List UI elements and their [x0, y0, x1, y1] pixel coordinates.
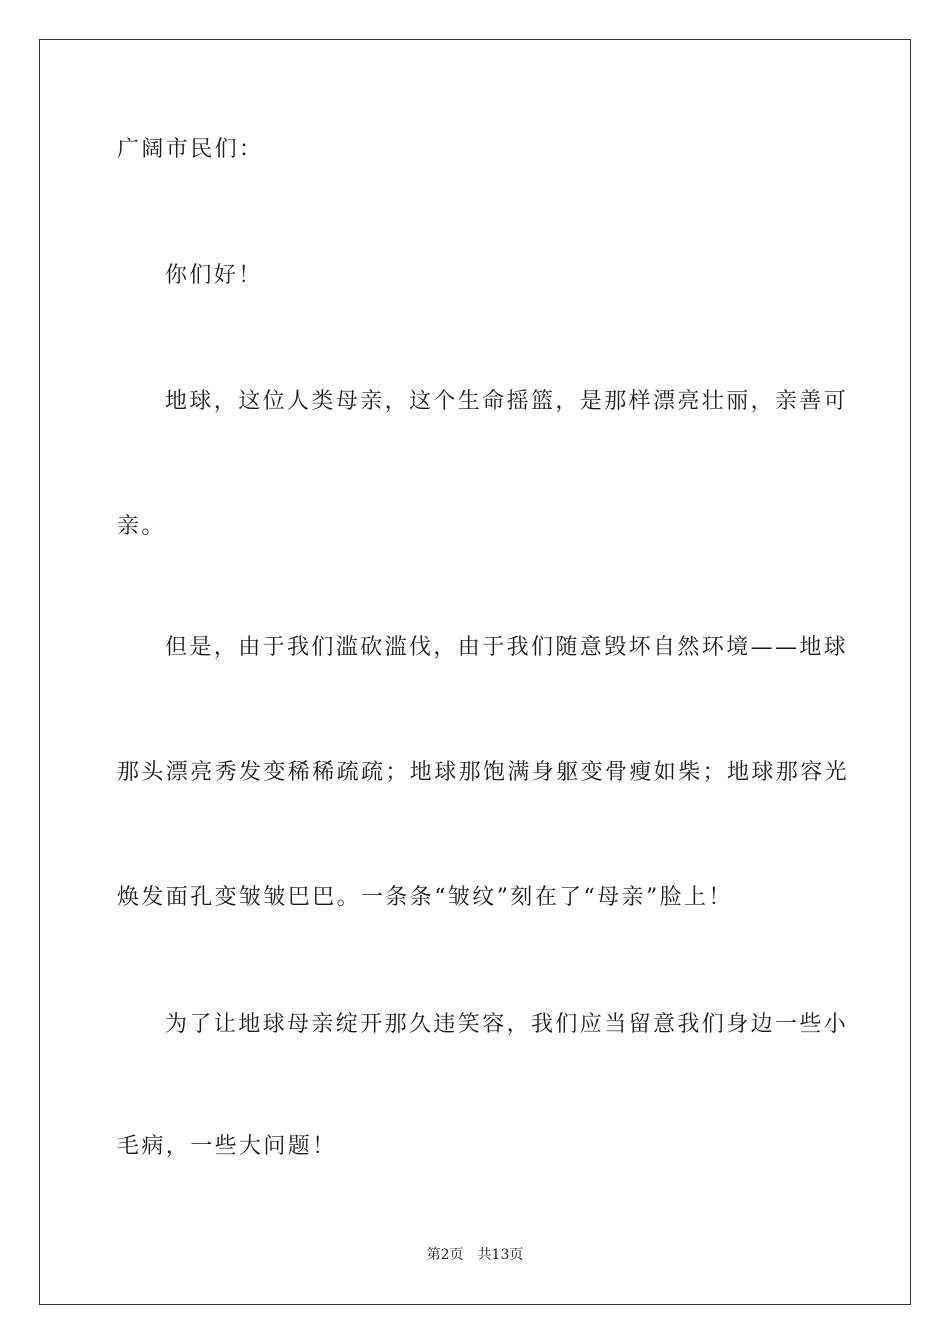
salutation: 广阔市民们： [117, 137, 264, 162]
paragraph-2-line-2: 那头漂亮秀发变稀稀疏疏；地球那饱满身躯变骨瘦如柴；地球那容光 [117, 760, 850, 785]
greeting: 你们好！ [165, 263, 263, 288]
paragraph-3-line-2: 毛病，一些大问题！ [117, 1134, 337, 1159]
paragraph-1-line-1: 地球，这位人类母亲，这个生命摇篮，是那样漂亮壮丽，亲善可 [165, 389, 849, 414]
paragraph-2-line-1: 但是，由于我们滥砍滥伐，由于我们随意毁坏自然环境——地球 [165, 635, 849, 660]
paragraph-1-line-2: 亲。 [117, 514, 166, 539]
page-frame [39, 39, 911, 1305]
page-number: 第2页 [426, 1247, 464, 1263]
paragraph-3-line-1: 为了让地球母亲绽开那久违笑容，我们应当留意我们身边一些小 [165, 1012, 849, 1037]
paragraph-2-line-3: 焕发面孔变皱皱巴巴。一条条“皱纹”刻在了“母亲”脸上！ [117, 885, 733, 910]
page-total: 共13页 [477, 1247, 524, 1263]
page-footer [0, 1246, 950, 1264]
